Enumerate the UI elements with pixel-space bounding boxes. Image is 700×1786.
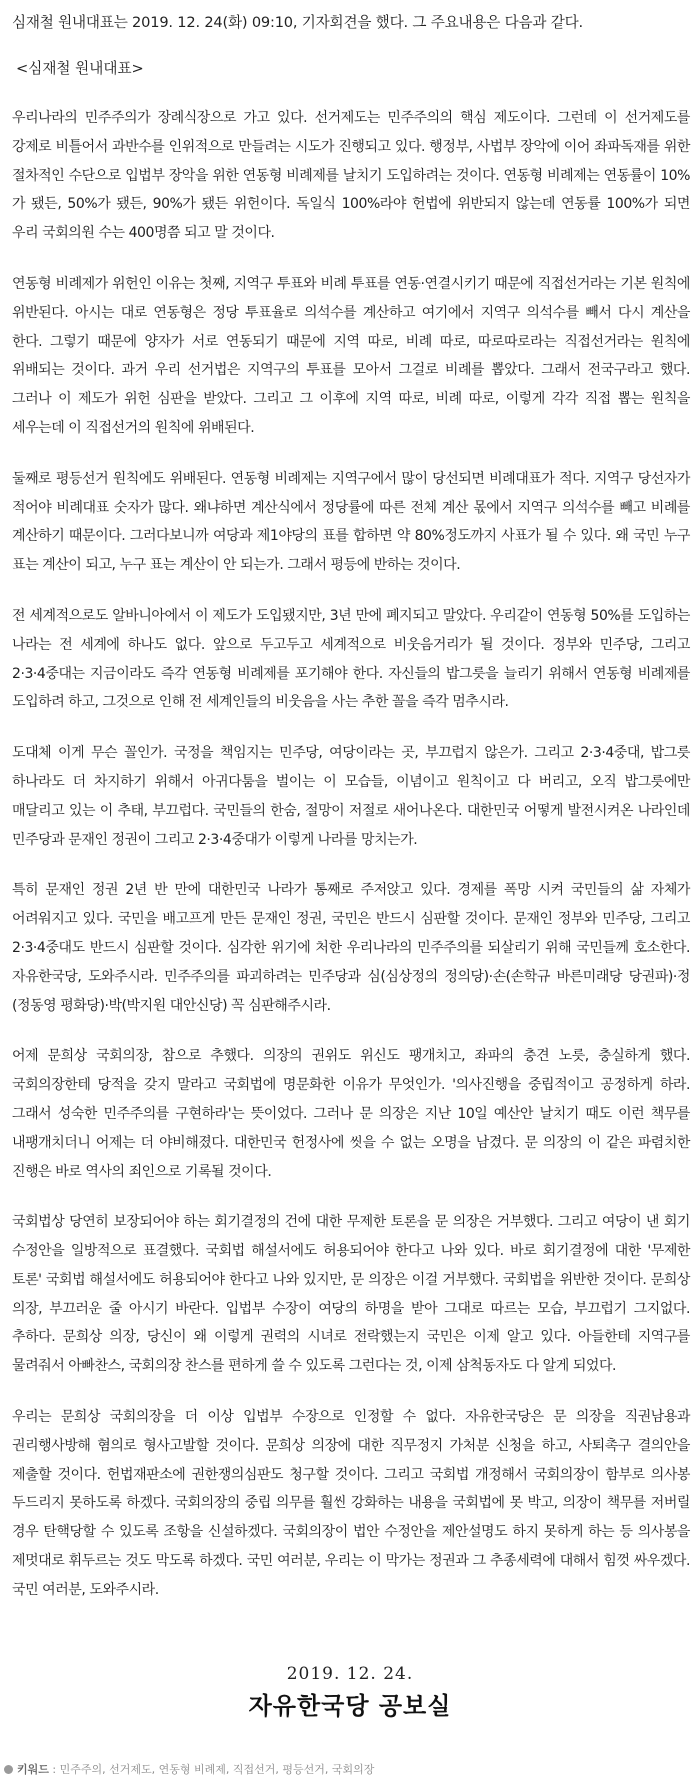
speaker-heading: <심재철 원내대표>: [16, 60, 144, 77]
keywords-list[interactable]: 민주주의, 선거제도, 연동형 비례제, 직접선거, 평등선거, 국회의장: [59, 1763, 375, 1776]
press-release-body: [12, 12, 690, 1627]
intro-line: 심재철 원내대표는 2019. 12. 24(화) 09:10, 기자회견을 했다. 그 주요내용은 다음과 같다.: [12, 14, 583, 31]
paragraph-1: 우리나라의 민주주의가 장례식장으로 가고 있다. 선거제도는 민주주의의 핵심 제도이다. 그런데 이 선거제도를 강제로 비틀어서 과반수를 인위적으로 만들려는 시도가 진행되고 있다. 행정부, 사법부 장악에 이어 좌파독재를 위한 절차적인 수단으로 입법부 장악을 위한 연동형 비례제를 날치기 도입하려는 것이다. 연동형 비례제는 연동률이 10%가 됐든, 50%가 됐든, 90%가 됐든 위헌이다. 독일식 100%라야 헌법에 위반되지 않는데 연동률 100%가 되면 우리 국회의원 수는 400명쯤 되고 말 것이다.: [12, 110, 690, 242]
issuing-office: 자유한국당 공보실: [248, 1692, 452, 1720]
paragraph-6: 특히 문재인 정권 2년 반 만에 대한민국 나라가 통째로 주저앉고 있다. 경제를 폭망 시켜 국민들의 삶 자체가 어려워지고 있다. 국민을 배고프게 만든 문재인 정권, 국민은 반드시 심판할 것이다. 문재인 정부와 민주당, 그리고 2·3·4중대도 반드시 심판할 것이다. 심각한 위기에 처한 우리나라의 민주주의를 되살리기 위해 국민들께 호소한다. 자유한국당, 도와주시라. 민주주의를 파괴하려는 민주당과 심(심상정의 정의당)·손(손학규 바른미래당 당권파)·정(정동영 평화당)·박(박지원 대안신당) 꼭 심판해주시라.: [12, 882, 690, 1014]
keywords-label: 키워드: [17, 1763, 49, 1776]
bullet-icon: [4, 1765, 13, 1774]
paragraph-8: 국회법상 당연히 보장되어야 하는 회기결정의 건에 대한 무제한 토론을 문 의장은 거부했다. 그리고 여당이 낸 회기 수정안을 일방적으로 표결했다. 국회법 해설서에도 허용되어야 한다고 나와 있다. 바로 회기결정에 대한 '무제한 토론' 국회법 해설서에도 허용되어야 한다고 나와 있지만, 문 의장은 이걸 거부했다. 국회법을 위반한 것이다. 문희상 의장, 부끄러운 줄 아시기 바란다. 입법부 수장이 여당의 하명을 받아 그대로 따르는 모습, 부끄럽기 그지없다. 추하다. 문희상 의장, 당신이 왜 이렇게 권력의 시녀로 전락했는지 국민은 이제 알고 있다. 아들한테 지역구를 물려줘서 아빠찬스, 국회의장 찬스를 편하게 쓸 수 있도록 그런다는 것, 이제 삼척동자도 다 알게 되었다.: [12, 1214, 690, 1375]
keywords-separator: :: [48, 1763, 60, 1776]
paragraph-3: 둘째로 평등선거 원칙에도 위배된다. 연동형 비례제는 지역구에서 많이 당선되면 비례대표가 적다. 지역구 당선자가 적어야 비례대표 숫자가 많다. 왜냐하면 계산식에서 정당률에 따른 전체 계산 몫에서 지역구 의석수를 빼고 비례를 계산하기 때문이다. 그러다보니까 여당과 제1야당의 표를 합하면 약 80%정도까지 사표가 될 수 있다. 왜 국민 누구 표는 계산이 되고, 누구 표는 계산이 안 되는가. 그래서 평등에 반하는 것이다.: [12, 470, 690, 574]
paragraph-9: 우리는 문희상 국회의장을 더 이상 입법부 수장으로 인정할 수 없다. 자유한국당은 문 의장을 직권남용과 권리행사방해 혐의로 형사고발할 것이다. 문희상 의장에 대한 직무정지 가처분 신청을 하고, 사퇴촉구 결의안을 제출할 것이다. 헌법재판소에 권한쟁의심판도 청구할 것이다. 그리고 국회법 개정해서 국회의장이 함부로 의사봉 두드리지 못하도록 하겠다. 국회의장의 중립 의무를 훨씬 강화하는 내용을 국회법에 못 박고, 의장이 책무를 저버릴 경우 탄핵당할 수 있도록 조항을 신설하겠다. 국회의장이 법안 수정안을 제안설명도 하지 못하게 하는 등 의사봉을 제멋대로 휘두르는 것도 막도록 하겠다. 국민 여러분, 우리는 이 막가는 정권과 그 추종세력에 대해서 힘껏 싸우겠다. 국민 여러분, 도와주시라.: [12, 1409, 690, 1598]
paragraph-2: 연동형 비례제가 위헌인 이유는 첫째, 지역구 투표와 비례 투표를 연동·연결시키기 때문에 직접선거라는 기본 원칙에 위반된다. 아시는 대로 연동형은 정당 투표율로 의석수를 계산하고 여기에서 지역구 의석수를 빼서 다시 계산을 한다. 그렇기 때문에 양자가 서로 연동되기 때문에 지역 따로, 비례 따로, 따로따로라는 직접선거라는 원칙에 위배되는 것이다. 과거 우리 선거법은 지역구의 투표를 모아서 그걸로 비례를 뽑았다. 그래서 전국구라고 했다. 그러나 이 제도가 위헌 심판을 받았다. 그리고 그 이후에 지역 따로, 비례 따로, 이렇게 각각 직접 뽑는 원칙을 세우는데 이 직접선거의 원칙에 위배된다.: [12, 275, 690, 436]
release-date: 2019. 12. 24.: [286, 1664, 414, 1684]
keywords-bar: [4, 1762, 374, 1778]
paragraph-4: 전 세계적으로도 알바니아에서 이 제도가 도입됐지만, 3년 만에 폐지되고 말았다. 우리같이 연동형 50%를 도입하는 나라는 전 세계에 하나도 없다. 앞으로 두고두고 세계적으로 비웃음거리가 될 것이다. 정부와 민주당, 그리고 2·3·4중대는 지금이라도 즉각 연동형 비례제를 포기해야 한다. 자신들의 밥그릇을 늘리기 위해서 연동형 비례제를 도입하려 하고, 그것으로 인해 전 세계인들의 비웃음을 사는 추한 꼴을 즉각 멈추시라.: [12, 607, 690, 711]
paragraph-5: 도대체 이게 무슨 꼴인가. 국정을 책임지는 민주당, 여당이라는 곳, 부끄럽지 않은가. 그리고 2·3·4중대, 밥그릇 하나라도 더 차지하기 위해서 아귀다툼을 벌이는 이 모습들, 이념이고 원칙이고 다 버리고, 오직 밥그릇에만 매달리고 있는 이 추태, 부끄럽다. 국민들의 한숨, 절망이 저절로 새어나온다. 대한민국 어떻게 발전시켜온 나라인데 민주당과 문재인 정권이 그리고 2·3·4중대가 이렇게 나라를 망치는가.: [12, 745, 690, 848]
paragraph-7: 어제 문희상 국회의장, 참으로 추했다. 의장의 권위도 위신도 팽개치고, 좌파의 충견 노릇, 충실하게 했다. 국회의장한테 당적을 갖지 말라고 국회법에 명문화한 이유가 무엇인가. '의사진행을 중립적이고 공정하게 하라. 그래서 성숙한 민주주의를 구현하라'는 뜻이었다. 그러나 문 의장은 지난 10일 예산안 날치기 때도 이런 책무를 내팽개치더니 어제는 더 야비해졌다. 대한민국 헌정사에 씻을 수 없는 오명을 남겼다. 문 의장의 이 같은 파렴치한 진행은 바로 역사의 죄인으로 기록될 것이다.: [12, 1048, 690, 1180]
